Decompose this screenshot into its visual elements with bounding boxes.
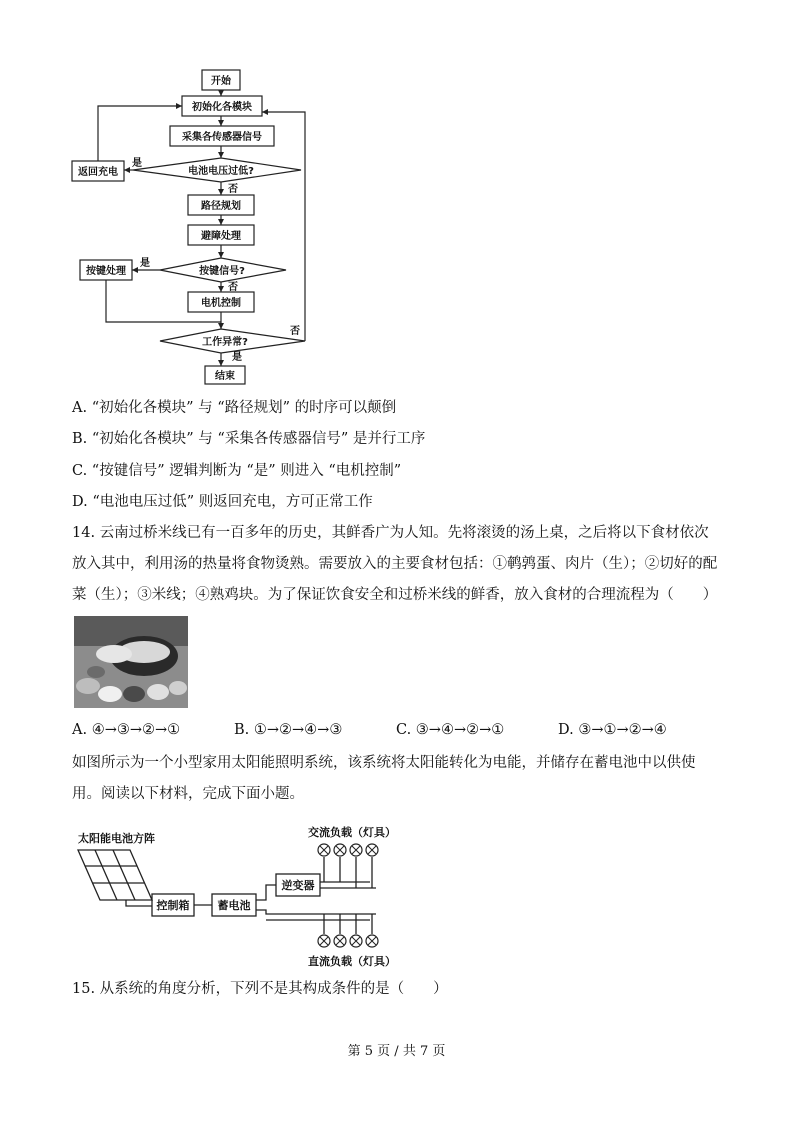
q14-option-c: C. ③→④→②→① [396,722,505,738]
flowchart-diagram [0,0,793,390]
solar-system-diagram [0,820,793,970]
q13-option-d: D. “电池电压过低” 则返回充电，方可正常工作 [72,494,373,510]
flow-fault-decision-text: 工作异常? [202,337,248,348]
q14-option-d: D. ③→①→②→④ [558,722,667,738]
q15-stem: 15. 从系统的角度分析，下列不是其构成条件的是（ ） [72,981,448,997]
flow-end-text: 结束 [215,371,235,382]
q14-option-a: A. ④→③→②→① [72,722,181,738]
flow-key-process-text: 按键处理 [86,266,126,277]
flow-init-text: 初始化各模块 [192,102,252,113]
q13-option-a: A. “初始化各模块” 与 “路径规划” 的时序可以颠倒 [72,400,397,416]
flow-path-plan-text: 路径规划 [201,201,241,212]
dc-load-label: 直流负载（灯具） [308,955,396,968]
flow-obstacle-text: 避障处理 [201,231,241,242]
q14-option-b: B. ①→②→④→③ [234,722,343,738]
ac-load-label: 交流负载（灯具） [308,826,396,839]
controller-label: 控制箱 [156,899,190,912]
q13-option-b: B. “初始化各模块” 与 “采集各传感器信号” 是并行工序 [72,431,426,447]
flow-return-charge-text: 返回充电 [78,167,118,178]
flow-battery-decision-text: 电池电压过低? [188,166,254,177]
flow-no-label-key: 否 [228,282,238,293]
flow-no-label-battery: 否 [228,184,238,195]
solar-array-label: 太阳能电池方阵 [78,832,155,845]
flow-yes-label-key: 是 [140,258,150,269]
flow-motor-text: 电机控制 [201,298,241,309]
flow-key-decision-text: 按键信号? [199,266,245,277]
flow-no-label-fault: 否 [290,326,300,337]
noodle-photo [74,616,188,708]
page-number: 第 5 页 / 共 7 页 [347,1044,446,1059]
material-intro: 如图所示为一个小型家用太阳能照明系统，该系统将太阳能转化为电能，并储存在蓄电池中以供使用。阅读以下材料，完成下面小题。 [72,755,696,802]
inverter-label: 逆变器 [281,879,315,892]
q14-stem: 14. 云南过桥米线已有一百多年的历史，其鲜香广为人知。先将滚烫的汤上桌，之后将以下食材依次放入其中，利用汤的热量将食物烫熟。需要放入的主要食材包括：①鹌鹑蛋、肉片（生）；②切好的配菜（生）；③米线；④熟鸡块。为了保证饮食安全和过桥米线的鲜香，放入食材的合理流程为（ ） [72,525,718,603]
q13-option-c: C. “按键信号” 逻辑判断为 “是” 则进入 “电机控制” [72,463,402,479]
solar-panel-array [78,850,152,900]
flow-yes-label-battery: 是 [132,158,142,169]
battery-label: 蓄电池 [217,899,251,912]
flow-yes-label-fault: 是 [232,352,242,363]
flow-collect-text: 采集各传感器信号 [182,132,262,143]
flow-start-text: 开始 [211,76,231,87]
